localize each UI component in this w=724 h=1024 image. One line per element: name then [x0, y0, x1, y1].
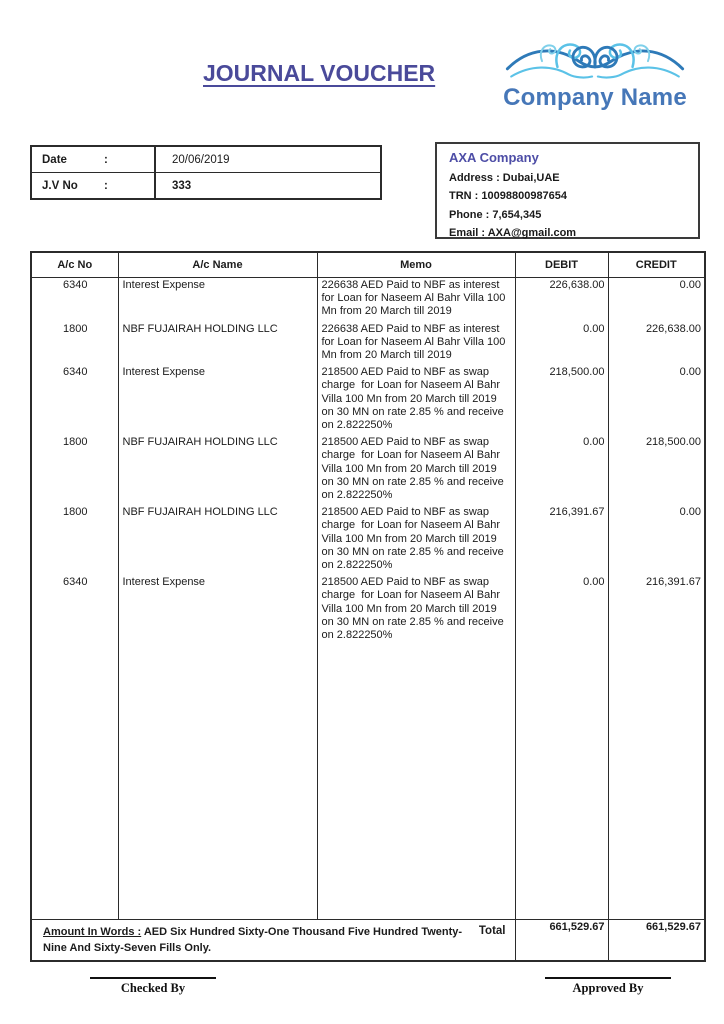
company-logo	[500, 38, 690, 112]
cell-memo: 218500 AED Paid to NBF as swap charge for Loan for Naseem Al Bahr Villa 100 Mn from 20 March till 2019 on 30 MN on rate 2.85 % and receive on 2.822250%	[317, 505, 515, 575]
amount-in-words	[36, 921, 479, 956]
voucher-table	[30, 251, 706, 962]
col-header-ac-name: A/c Name	[118, 252, 317, 278]
cell-ac-name: Interest Expense	[118, 575, 317, 645]
cell-ac-no: 1800	[31, 505, 118, 575]
cell-memo: 218500 AED Paid to NBF as swap charge for Loan for Naseem Al Bahr Villa 100 Mn from 20 March till 2019 on 30 MN on rate 2.85 % and receive on 2.822250%	[317, 435, 515, 505]
date-value: 20/06/2019	[172, 153, 230, 166]
total-credit: 661,529.67	[608, 920, 705, 962]
cell-debit: 216,391.67	[515, 505, 608, 575]
company-address: Address : Dubai,UAE	[449, 171, 560, 184]
date-colon: :	[104, 153, 108, 166]
cell-ac-no: 6340	[31, 365, 118, 435]
date-label-cell	[32, 154, 154, 166]
total-debit: 661,529.67	[515, 920, 608, 962]
cell-credit: 0.00	[608, 365, 705, 435]
meta-box-divider	[154, 173, 156, 198]
checked-by-signature	[90, 977, 216, 996]
meta-box-divider	[154, 147, 156, 172]
cell-debit: 226,638.00	[515, 278, 608, 322]
cell-ac-name: Interest Expense	[118, 365, 317, 435]
col-header-debit: DEBIT	[515, 252, 608, 278]
approved-by-signature	[545, 977, 671, 996]
cell-ac-no: 6340	[31, 575, 118, 645]
col-header-ac-no: A/c No	[31, 252, 118, 278]
company-phone: Phone : 7,654,345	[449, 208, 542, 221]
cell-memo: 226638 AED Paid to NBF as interest for Loan for Naseem Al Bahr Villa 100 Mn from 20 March till 2019	[317, 278, 515, 322]
table-row	[31, 365, 705, 435]
cell-credit: 226,638.00	[608, 322, 705, 366]
cell-ac-name: Interest Expense	[118, 278, 317, 322]
cell-debit: 218,500.00	[515, 365, 608, 435]
amount-in-words-value: AED Six Hundred Sixty-One Thousand Five Hundred Twenty-Nine And Sixty-Seven Fills Only.	[43, 926, 463, 954]
amount-in-words-label: Amount In Words :	[43, 926, 142, 939]
company-logo-text: Company Name	[503, 84, 687, 111]
company-name: AXA Company	[449, 150, 539, 165]
cell-memo: 218500 AED Paid to NBF as swap charge for Loan for Naseem Al Bahr Villa 100 Mn from 20 March till 2019 on 30 MN on rate 2.85 % and receive on 2.822250%	[317, 575, 515, 645]
col-header-memo: Memo	[317, 252, 515, 278]
jv-no-label-cell	[32, 180, 154, 192]
table-row	[31, 435, 705, 505]
cell-credit: 0.00	[608, 278, 705, 322]
cell-ac-name: NBF FUJAIRAH HOLDING LLC	[118, 505, 317, 575]
jv-no-colon: :	[104, 179, 108, 192]
total-row	[31, 920, 705, 962]
cell-memo: 226638 AED Paid to NBF as interest for Loan for Naseem Al Bahr Villa 100 Mn from 20 March till 2019	[317, 322, 515, 366]
cell-credit: 216,391.67	[608, 575, 705, 645]
cell-ac-no: 1800	[31, 435, 118, 505]
table-empty-space	[31, 645, 705, 920]
cell-credit: 218,500.00	[608, 435, 705, 505]
cell-debit: 0.00	[515, 575, 608, 645]
cell-memo: 218500 AED Paid to NBF as swap charge for Loan for Naseem Al Bahr Villa 100 Mn from 20 March till 2019 on 30 MN on rate 2.85 % and receive on 2.822250%	[317, 365, 515, 435]
company-email: Email : AXA@gmail.com	[449, 227, 577, 239]
date-label: Date	[42, 153, 67, 166]
table-row	[31, 575, 705, 645]
voucher-meta-box	[30, 145, 382, 200]
company-trn: TRN : 10098800987654	[449, 190, 568, 202]
jv-no-row	[32, 172, 380, 198]
table-row	[31, 322, 705, 366]
cell-ac-no: 6340	[31, 278, 118, 322]
table-row	[31, 278, 705, 322]
company-info-box	[435, 142, 700, 239]
cell-ac-no: 1800	[31, 322, 118, 366]
cell-debit: 0.00	[515, 322, 608, 366]
date-row	[32, 147, 380, 172]
amount-in-words-cell	[31, 920, 515, 962]
cell-credit: 0.00	[608, 505, 705, 575]
jv-no-value: 333	[172, 179, 192, 192]
company-logo-swirl-icon	[501, 38, 689, 90]
checked-by-label: Checked By	[120, 981, 186, 995]
jv-no-label: J.V No	[42, 179, 78, 192]
approved-by-label: Approved By	[572, 981, 644, 995]
total-label: Total	[478, 925, 506, 938]
table-header-row	[31, 252, 705, 278]
table-row	[31, 505, 705, 575]
cell-debit: 0.00	[515, 435, 608, 505]
page-title: JOURNAL VOUCHER	[203, 60, 436, 86]
cell-ac-name: NBF FUJAIRAH HOLDING LLC	[118, 435, 317, 505]
cell-ac-name: NBF FUJAIRAH HOLDING LLC	[118, 322, 317, 366]
col-header-credit: CREDIT	[608, 252, 705, 278]
